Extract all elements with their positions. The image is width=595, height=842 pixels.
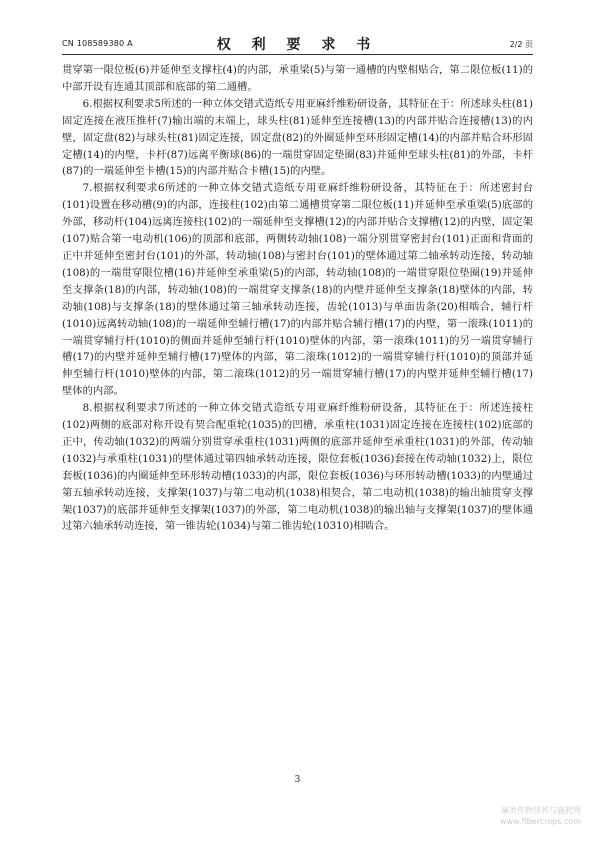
watermark-url: www.fibercrops.com bbox=[500, 817, 581, 826]
page-number: 3 bbox=[294, 775, 301, 785]
document-title: 权 利 要 求 书 bbox=[216, 37, 379, 53]
claim-7-paragraph: 7.根据权利要求6所述的一种立体交错式造纸专用亚麻纤维粉研设备，其特征在于：所述密封台(101)设置在移动槽(9)的内部，连接柱(102)由第二通槽贯穿第二限位板(11)并延伸至承重梁(5)底部的外部，移动杆(104)远离连接柱(102)的一端延伸至支撑槽(12)的内部并贴合支撑槽(12)的内壁，固定架(107)贴合第一电动机(106)的顶部和底部，两侧转动轴(108)一端分别贯穿密封台(101)正面和背面的正中并延伸至密封台(101)的外部，转动轴(108)与密封台(101)的壁体通过第二轴承转动连接，转动轴(108)的一端贯穿限位槽(16)并延伸至承重梁(5)的内部，转动轴(108)的一端贯穿限位垫圈(19)并延伸至支撑条(18)的内部，转动轴(108)的一端贯穿支撑条(18)的内壁并延伸至支撑条(18)壁体的内部，转动轴(108)与支撑条(18)的壁体通过第三轴承转动连接，齿轮(1013)与单面齿条(20)相啮合，辅行杆(1010)远离转动轴(108)的一端延伸至辅行槽(17)的内部并贴合辅行槽(17)的内壁，第一滚珠(1011)的一端贯穿辅行杆(1010)的侧面并延伸至辅行杆(1010)壁体的内部，第一滚珠(1011)的另一端贯穿辅行槽(17)的内壁并延伸至辅行槽(17)壁体的内部，第二滚珠(1012)的一端贯穿辅行杆(1010)的顶部并延伸至辅行杆(1010)壁体的内部，第二滚珠(1012)的另一端贯穿辅行槽(17)的内壁并延伸至辅行槽(17)壁体的内部。 bbox=[62, 182, 533, 398]
claim-6-paragraph: 6.根据权利要求5所述的一种立体交错式造纸专用亚麻纤维粉研设备，其特征在于：所述球头柱(81)固定连接在液压推杆(7)输出端的末端上，球头柱(81)延伸至连接槽(13)的内部并贴合连接槽(13)的内壁，固定盘(82)与球头柱(81)固定连接，固定盘(82)的外圈延伸至环形固定槽(14)的内部并贴合环形固定槽(14)的内壁，卡杆(87)远离平衡球(86)的一端贯穿固定垫圈(83)并延伸至球头柱(81)的外部，卡杆(87)的一端延伸至卡槽(15)的内部并贴合卡槽(15)的内壁。 bbox=[62, 97, 533, 178]
watermark bbox=[500, 805, 581, 827]
page-indicator: 2/2 页 bbox=[509, 40, 533, 49]
patent-number: CN 108589380 A bbox=[62, 39, 133, 48]
claims-body bbox=[62, 62, 533, 535]
claim-8-paragraph: 8.根据权利要求7所述的一种立体交错式造纸专用亚麻纤维粉研设备，其特征在于：所述连接柱(102)两侧的底部对称开设有契合配重轮(1035)的凹槽，承重柱(1031)固定连接在连接柱(102)底部的正中，传动轴(1032)的两端分别贯穿承重柱(1031)两侧的底部并延伸至承重柱(1031)的外部，传动轴(1032)与承重柱(1031)的壁体通过第四轴承转动连接，限位套板(1036)套接在传动轴(1032)上，限位套板(1036)的内圈延伸至环形转动槽(1033)的内部，限位套板(1036)与环形转动槽(1033)的内壁通过第五轴承转动连接，支撑架(1037)与第二电动机(1038)相契合，第二电动机(1038)的输出轴贯穿支撑架(1037)的底部并延伸至支撑架(1037)的外部，第二电动机(1038)的输出轴与支撑架(1037)的壁体通过第六轴承转动连接，第一锥齿轮(1034)与第二锥齿轮(10310)相啮合。 bbox=[62, 402, 533, 533]
page-header bbox=[62, 34, 533, 55]
watermark-site-name: 麻类作物营养与施肥网 bbox=[501, 806, 581, 815]
claim-continuation-paragraph: 贯穿第一限位板(6)并延伸至支撑柱(4)的内部，承重梁(5)与第一通槽的内壁相贴合，第二限位板(11)的中部开设有连通其顶部和底部的第二通槽。 bbox=[62, 64, 533, 93]
